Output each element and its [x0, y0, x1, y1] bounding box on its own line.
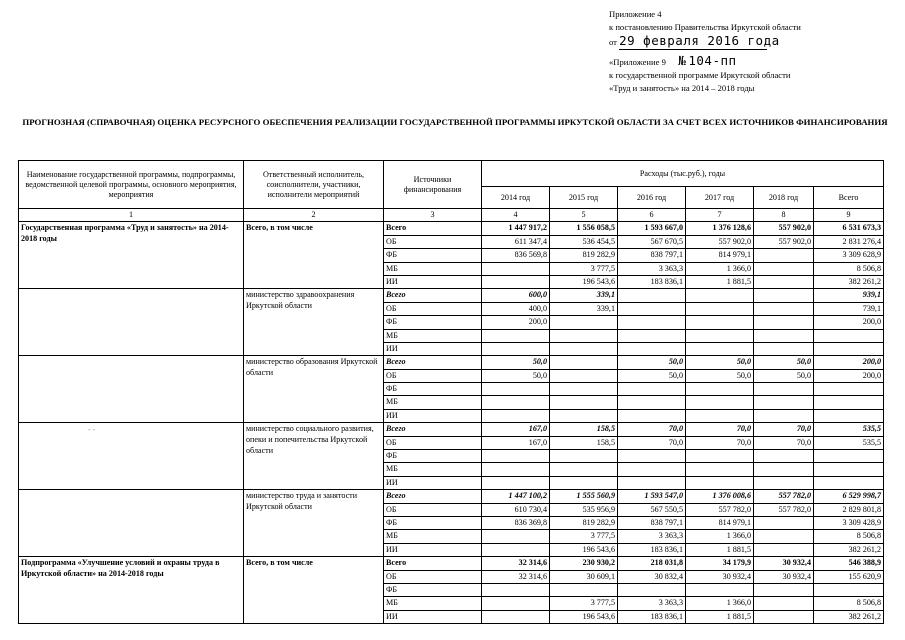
amount-cell [686, 450, 754, 463]
col-number: 4 [482, 209, 550, 222]
program-name-cell: Подпрограмма «Улучшение условий и охраны труда в Иркутской области» на 2014-2018 годы [19, 557, 244, 624]
amount-cell [754, 543, 814, 556]
source-cell: ИИ [384, 342, 482, 355]
total-cell: 2 831 276,4 [814, 235, 884, 248]
amount-cell [550, 383, 618, 396]
amount-cell: 1 556 058,5 [550, 222, 618, 235]
amount-cell: 30 609,1 [550, 570, 618, 583]
year-header: 2017 год [686, 187, 754, 209]
table-row [19, 222, 884, 235]
source-cell: ФБ [384, 249, 482, 262]
amount-cell [754, 530, 814, 543]
amount-cell: 814 979,1 [686, 249, 754, 262]
amount-cell [482, 476, 550, 489]
col-header-expenses: Расходы (тыс.руб.), годы [482, 161, 884, 187]
amount-cell: 30 932,4 [754, 570, 814, 583]
total-cell: 939,1 [814, 289, 884, 302]
amount-cell: 819 282,9 [550, 516, 618, 529]
amount-cell [686, 476, 754, 489]
amount-cell [482, 543, 550, 556]
col-number: 6 [618, 209, 686, 222]
amount-cell: 50,0 [618, 369, 686, 382]
amount-cell: 3 777,5 [550, 530, 618, 543]
amount-cell [482, 383, 550, 396]
col-number: 5 [550, 209, 618, 222]
source-cell: ФБ [384, 316, 482, 329]
amount-cell: 196 543,6 [550, 543, 618, 556]
col-number: 3 [384, 209, 482, 222]
executor-cell: министерство труда и занятости Иркутской области [244, 490, 384, 557]
source-cell: ИИ [384, 409, 482, 422]
amount-cell [618, 476, 686, 489]
scan-mark: - - [88, 425, 96, 434]
amount-cell: 1 881,5 [686, 543, 754, 556]
amount-cell: 3 363,3 [618, 262, 686, 275]
source-cell: ФБ [384, 383, 482, 396]
amount-cell [618, 302, 686, 315]
program-line: к государственной программе Иркутской области [609, 70, 791, 80]
amount-cell: 70,0 [754, 423, 814, 436]
total-cell: 155 620,9 [814, 570, 884, 583]
amount-cell [482, 342, 550, 355]
table-row [19, 356, 884, 369]
amount-cell [618, 463, 686, 476]
amount-cell [686, 383, 754, 396]
amount-cell: 70,0 [686, 423, 754, 436]
source-cell: Всего [384, 289, 482, 302]
total-cell [814, 463, 884, 476]
total-cell: 200,0 [814, 369, 884, 382]
amount-cell: 50,0 [618, 356, 686, 369]
amount-cell [550, 476, 618, 489]
total-cell: 739,1 [814, 302, 884, 315]
executor-cell: министерство социального развития, опеки и попечительства Иркутской области [244, 423, 384, 490]
amount-cell: 814 979,1 [686, 516, 754, 529]
total-cell: 546 388,9 [814, 557, 884, 570]
amount-cell [618, 396, 686, 409]
amount-cell [754, 583, 814, 596]
total-cell: 8 506,8 [814, 530, 884, 543]
amount-cell: 183 836,1 [618, 543, 686, 556]
amount-cell [550, 316, 618, 329]
source-cell: ИИ [384, 476, 482, 489]
amount-cell: 3 777,5 [550, 262, 618, 275]
total-cell: 2 829 801,8 [814, 503, 884, 516]
amount-cell: 819 282,9 [550, 249, 618, 262]
amount-cell [618, 583, 686, 596]
handwritten-number: 104-пп [688, 53, 737, 68]
amount-cell: 3 363,3 [618, 597, 686, 610]
amount-cell: 30 932,4 [754, 557, 814, 570]
amount-cell [482, 597, 550, 610]
source-cell: МБ [384, 597, 482, 610]
amount-cell [754, 275, 814, 288]
total-cell: 6 529 998,7 [814, 490, 884, 503]
total-cell: 382 261,2 [814, 275, 884, 288]
amount-cell [754, 249, 814, 262]
from-label: от [609, 37, 617, 47]
amount-cell [754, 476, 814, 489]
amount-cell [754, 342, 814, 355]
executor-cell: Всего, в том числе [244, 222, 384, 289]
total-cell [814, 450, 884, 463]
source-cell: МБ [384, 262, 482, 275]
amount-cell: 557 782,0 [754, 490, 814, 503]
table-row [19, 490, 884, 503]
program-name-cell [19, 490, 244, 557]
source-cell: Всего [384, 423, 482, 436]
total-cell: 535,5 [814, 423, 884, 436]
amount-cell: 32 314,6 [482, 557, 550, 570]
amount-cell [754, 289, 814, 302]
amount-cell: 50,0 [482, 369, 550, 382]
amount-cell [754, 409, 814, 422]
program-name-cell [19, 423, 244, 490]
amount-cell [482, 409, 550, 422]
source-cell: МБ [384, 463, 482, 476]
table-row [19, 289, 884, 302]
amount-cell [618, 342, 686, 355]
amount-cell: 1 376 128,6 [686, 222, 754, 235]
amount-cell: 600,0 [482, 289, 550, 302]
year-header: 2018 год [754, 187, 814, 209]
amount-cell: 30 932,4 [686, 570, 754, 583]
appendix9-line [609, 54, 801, 69]
col-header-name: Наименование государственной программы, подпрограммы, ведомственной целевой программы, основного мероприятия, мероприятия [19, 161, 244, 209]
amount-cell: 70,0 [618, 436, 686, 449]
appendix-header [609, 8, 801, 95]
amount-cell: 557 902,0 [686, 235, 754, 248]
source-cell: ФБ [384, 450, 482, 463]
amount-cell [618, 316, 686, 329]
table-row [19, 423, 884, 436]
source-cell: ОБ [384, 369, 482, 382]
handwritten-date: 29 февраля 2016 года [619, 33, 780, 48]
table-row [19, 557, 884, 570]
program-name-cell [19, 356, 244, 423]
amount-cell [754, 450, 814, 463]
amount-cell [482, 275, 550, 288]
col-number: 2 [244, 209, 384, 222]
amount-cell: 1 447 917,2 [482, 222, 550, 235]
amount-cell [686, 583, 754, 596]
amount-cell [482, 530, 550, 543]
source-cell: ФБ [384, 583, 482, 596]
number-sign: № [678, 53, 687, 68]
amount-cell [618, 289, 686, 302]
amount-cell: 196 543,6 [550, 275, 618, 288]
amount-cell: 1 881,5 [686, 275, 754, 288]
amount-cell: 70,0 [618, 423, 686, 436]
amount-cell: 158,5 [550, 436, 618, 449]
amount-cell [754, 329, 814, 342]
amount-cell: 567 550,5 [618, 503, 686, 516]
amount-cell [754, 516, 814, 529]
amount-cell [686, 409, 754, 422]
source-cell: Всего [384, 557, 482, 570]
total-cell: 8 506,8 [814, 597, 884, 610]
total-cell: 8 506,8 [814, 262, 884, 275]
program-name-line: «Труд и занятость» на 2014 – 2018 годы [609, 83, 755, 93]
total-cell: 200,0 [814, 356, 884, 369]
amount-cell [550, 342, 618, 355]
source-cell: Всего [384, 490, 482, 503]
amount-cell [550, 329, 618, 342]
amount-cell: 557 902,0 [754, 235, 814, 248]
amount-cell [686, 316, 754, 329]
amount-cell: 34 179,9 [686, 557, 754, 570]
amount-cell [686, 289, 754, 302]
amount-cell: 1 366,0 [686, 530, 754, 543]
date-line [609, 34, 801, 50]
amount-cell: 32 314,6 [482, 570, 550, 583]
amount-cell [482, 463, 550, 476]
amount-cell [754, 383, 814, 396]
amount-cell [754, 316, 814, 329]
amount-cell [482, 329, 550, 342]
col-number: 9 [814, 209, 884, 222]
amount-cell: 557 902,0 [754, 222, 814, 235]
amount-cell: 535 956,9 [550, 503, 618, 516]
amount-cell: 1 376 008,6 [686, 490, 754, 503]
total-cell [814, 396, 884, 409]
amount-cell: 70,0 [754, 436, 814, 449]
amount-cell: 557 782,0 [754, 503, 814, 516]
amount-cell: 218 031,8 [618, 557, 686, 570]
amount-cell [754, 302, 814, 315]
appendix9-label: «Приложение 9 [609, 57, 666, 67]
appendix-label: Приложение 4 [609, 9, 662, 19]
amount-cell: 1 366,0 [686, 262, 754, 275]
amount-cell [482, 450, 550, 463]
executor-cell: министерство образования Иркутской области [244, 356, 384, 423]
amount-cell: 838 797,1 [618, 516, 686, 529]
amount-cell [686, 463, 754, 476]
amount-cell: 611 347,4 [482, 235, 550, 248]
amount-cell [754, 396, 814, 409]
amount-cell: 50,0 [686, 369, 754, 382]
total-cell [814, 583, 884, 596]
total-cell [814, 383, 884, 396]
total-cell: 382 261,2 [814, 543, 884, 556]
total-cell: 535,5 [814, 436, 884, 449]
amount-cell [618, 329, 686, 342]
amount-cell: 183 836,1 [618, 275, 686, 288]
source-cell: ОБ [384, 570, 482, 583]
amount-cell: 610 730,4 [482, 503, 550, 516]
source-cell: ОБ [384, 503, 482, 516]
amount-cell: 50,0 [482, 356, 550, 369]
total-cell: 382 261,2 [814, 610, 884, 623]
amount-cell [482, 610, 550, 623]
col-number: 7 [686, 209, 754, 222]
amount-cell: 50,0 [754, 369, 814, 382]
total-cell [814, 409, 884, 422]
amount-cell [550, 369, 618, 382]
amount-cell [618, 450, 686, 463]
amount-cell: 536 454,5 [550, 235, 618, 248]
amount-cell: 838 797,1 [618, 249, 686, 262]
col-header-executor: Ответственный исполнитель, соисполнители, участники, исполнители мероприятий [244, 161, 384, 209]
amount-cell [550, 583, 618, 596]
col-header-sources: Источники финансирования [384, 161, 482, 209]
amount-cell: 158,5 [550, 423, 618, 436]
source-cell: ОБ [384, 436, 482, 449]
amount-cell: 400,0 [482, 302, 550, 315]
amount-cell: 836 369,8 [482, 516, 550, 529]
total-cell: 3 309 428,9 [814, 516, 884, 529]
amount-cell [550, 409, 618, 422]
amount-cell: 3 777,5 [550, 597, 618, 610]
document-title: ПРОГНОЗНАЯ (СПРАВОЧНАЯ) ОЦЕНКА РЕСУРСНОГО ОБЕСПЕЧЕНИЯ РЕАЛИЗАЦИИ ГОСУДАРСТВЕННОЙ ПРОГРАММЫ ИРКУТСКОЙ ОБЛАСТИ ЗА СЧЕТ ВСЕХ ИСТОЧНИКОВ ФИНАНСИРОВАНИЯ [22, 117, 888, 127]
amount-cell [550, 463, 618, 476]
amount-cell: 167,0 [482, 423, 550, 436]
amount-cell [482, 396, 550, 409]
total-cell [814, 329, 884, 342]
amount-cell: 1 366,0 [686, 597, 754, 610]
amount-cell: 50,0 [686, 356, 754, 369]
amount-cell: 557 782,0 [686, 503, 754, 516]
source-cell: ОБ [384, 235, 482, 248]
amount-cell [482, 262, 550, 275]
amount-cell: 1 593 547,0 [618, 490, 686, 503]
year-header: 2016 год [618, 187, 686, 209]
total-cell: 3 309 628,9 [814, 249, 884, 262]
total-header: Всего [814, 187, 884, 209]
source-cell: МБ [384, 396, 482, 409]
total-cell [814, 342, 884, 355]
amount-cell [550, 396, 618, 409]
year-header: 2015 год [550, 187, 618, 209]
amount-cell [686, 302, 754, 315]
amount-cell: 339,1 [550, 289, 618, 302]
amount-cell [754, 262, 814, 275]
amount-cell: 3 363,3 [618, 530, 686, 543]
source-cell: ИИ [384, 610, 482, 623]
amount-cell: 1 555 560,9 [550, 490, 618, 503]
amount-cell: 183 836,1 [618, 610, 686, 623]
amount-cell: 230 930,2 [550, 557, 618, 570]
amount-cell: 200,0 [482, 316, 550, 329]
resource-table [18, 160, 884, 624]
amount-cell [754, 597, 814, 610]
amount-cell [550, 450, 618, 463]
program-name-cell [19, 289, 244, 356]
amount-cell [686, 329, 754, 342]
source-cell: ИИ [384, 543, 482, 556]
amount-cell: 567 670,5 [618, 235, 686, 248]
amount-cell: 1 447 100,2 [482, 490, 550, 503]
amount-cell [754, 463, 814, 476]
source-cell: Всего [384, 222, 482, 235]
source-cell: МБ [384, 329, 482, 342]
amount-cell [618, 409, 686, 422]
amount-cell: 50,0 [754, 356, 814, 369]
amount-cell: 836 569,8 [482, 249, 550, 262]
source-cell: МБ [384, 530, 482, 543]
program-name-cell: Государственная программа «Труд и занятость» на 2014-2018 годы [19, 222, 244, 289]
amount-cell [482, 583, 550, 596]
amount-cell: 339,1 [550, 302, 618, 315]
amount-cell [618, 383, 686, 396]
source-cell: ОБ [384, 302, 482, 315]
amount-cell [754, 610, 814, 623]
executor-cell: министерство здравоохранения Иркутской области [244, 289, 384, 356]
amount-cell [686, 342, 754, 355]
col-number: 1 [19, 209, 244, 222]
total-cell: 6 531 673,3 [814, 222, 884, 235]
total-cell: 200,0 [814, 316, 884, 329]
source-cell: Всего [384, 356, 482, 369]
source-cell: ИИ [384, 275, 482, 288]
amount-cell: 30 832,4 [618, 570, 686, 583]
year-header: 2014 год [482, 187, 550, 209]
executor-cell: Всего, в том числе [244, 557, 384, 624]
amount-cell: 196 543,6 [550, 610, 618, 623]
resolution-line: к постановлению Правительства Иркутской области [609, 22, 801, 32]
amount-cell [686, 396, 754, 409]
amount-cell: 167,0 [482, 436, 550, 449]
amount-cell [550, 356, 618, 369]
amount-cell: 1 593 667,0 [618, 222, 686, 235]
amount-cell: 1 881,5 [686, 610, 754, 623]
amount-cell: 70,0 [686, 436, 754, 449]
source-cell: ФБ [384, 516, 482, 529]
total-cell [814, 476, 884, 489]
col-number: 8 [754, 209, 814, 222]
